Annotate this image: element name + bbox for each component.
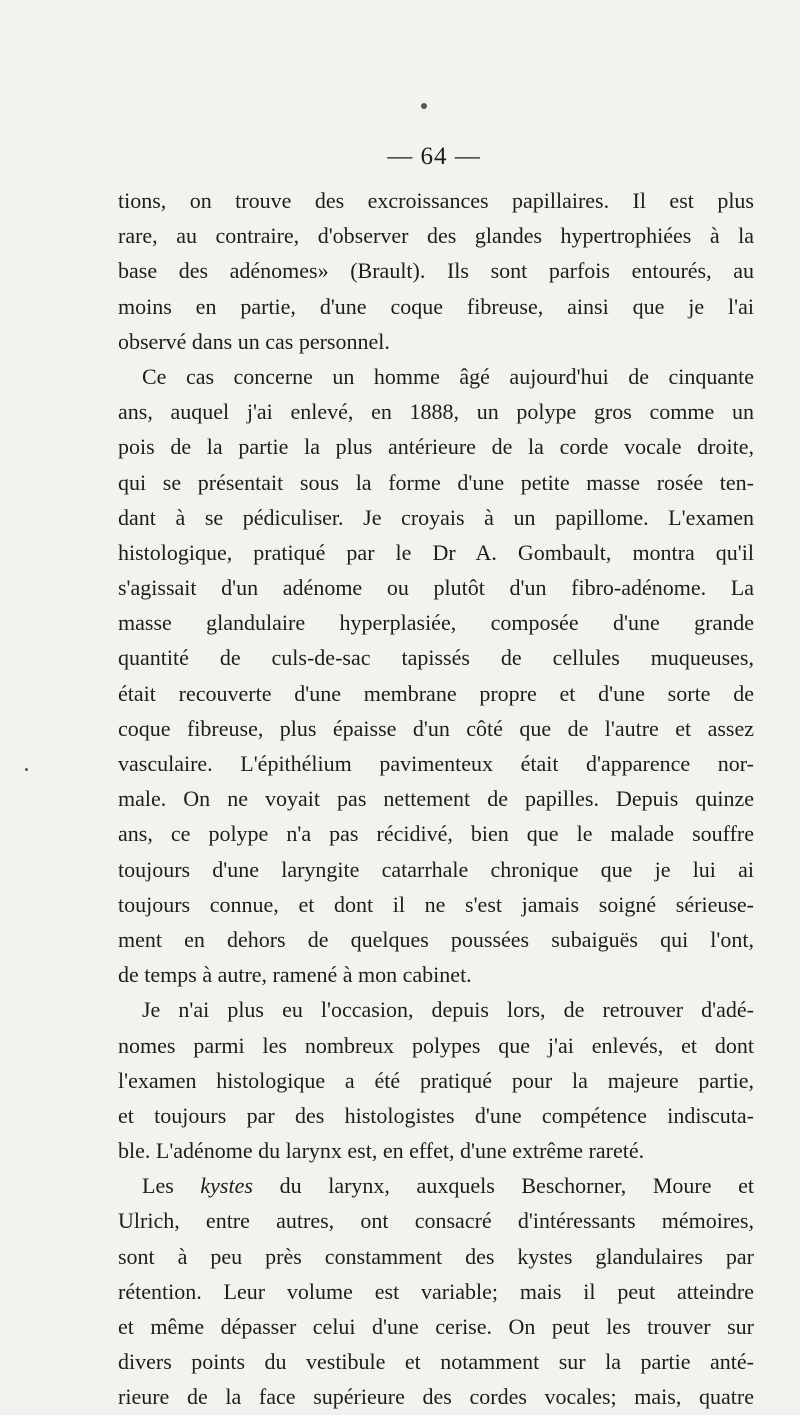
text-line: pois de la partie la plus antérieure de la corde vocale droite, [118,434,754,460]
text-line: ans, auquel j'ai enlevé, en 1888, un polype gros comme un [118,399,754,425]
text-line: et toujours par des histologistes d'une compétence indiscuta- [118,1102,754,1128]
text-line: était recouverte d'une membrane propre et d'une sorte de [118,680,754,706]
italic-term: kystes [200,1173,253,1199]
text-line: coque fibreuse, plus épaisse d'un côté que de l'autre et assez [118,715,754,741]
text-line: rare, au contraire, d'observer des glandes hypertrophiées à la [118,223,754,249]
text-line: male. On ne voyait pas nettement de papilles. Depuis quinze [118,786,754,812]
ink-speck [421,103,427,109]
text-line: dant à se pédiculiser. Je croyais à un papillome. L'examen [118,504,754,530]
body-text [118,183,754,1415]
text-line: nomes parmi les nombreux polypes que j'ai enlevés, et dont [118,1032,754,1058]
paragraph-3 [118,992,754,1168]
text-line: toujours d'une laryngite catarrhale chronique que je lui ai [118,856,754,882]
text-line: masse glandulaire hyperplasiée, composée d'une grande [118,610,754,636]
text-line: sont à peu près constamment des kystes glandulaires par [118,1243,754,1269]
text-line: ment en dehors de quelques poussées subaiguës qui l'ont, [118,926,754,952]
text-line: de temps à autre, ramené à mon cabinet. [118,962,472,988]
text-line: Ce cas concerne un homme âgé aujourd'hui de cinquante [142,363,754,389]
text-fragment: du larynx, auxquels Beschorner, Moure et [252,1173,754,1199]
text-line: Ulrich, entre autres, ont consacré d'intéressants mémoires, [118,1208,754,1234]
paragraph-2 [118,359,754,992]
text-line: l'examen histologique a été pratiqué pour la majeure partie, [118,1067,754,1093]
text-line: ans, ce polype n'a pas récidivé, bien que le malade souffre [118,821,754,847]
text-line: s'agissait d'un adénome ou plutôt d'un fibro-adénome. La [118,575,754,601]
ink-speck [25,768,28,771]
text-line: qui se présentait sous la forme d'une petite masse rosée ten- [118,469,754,495]
text-line: rétention. Leur volume est variable; mais il peut atteindre [118,1278,754,1304]
text-line: base des adénomes» (Brault). Ils sont parfois entourés, au [118,258,754,284]
text-line: tions, on trouve des excroissances papillaires. Il est plus [118,188,754,213]
text-line: divers points du vestibule et notamment sur la partie anté- [118,1349,754,1375]
paragraph-1 [118,183,754,359]
text-line: moins en partie, d'une coque fibreuse, ainsi que je l'ai [118,293,754,319]
paragraph-4 [118,1168,754,1414]
text-line: histologique, pratiqué par le Dr A. Gombault, montra qu'il [118,539,754,565]
text-line: Je n'ai plus eu l'occasion, depuis lors, de retrouver d'adé- [142,997,754,1023]
text-line: ble. L'adénome du larynx est, en effet, d'une extrême rareté. [118,1138,645,1164]
text-line: et même dépasser celui d'une cerise. On peut les trouver sur [118,1314,754,1339]
text-line: quantité de culs-de-sac tapissés de cellules muqueuses, [118,645,754,671]
text-line: toujours connue, et dont il ne s'est jamais soigné sérieuse- [118,891,754,917]
text-line: vasculaire. L'épithélium pavimenteux était d'apparence nor- [118,751,754,776]
text-line: observé dans un cas personnel. [118,328,390,354]
page-number: — 64 — [387,143,481,170]
text-line-with-italic [118,1168,754,1203]
text-line: rieure de la face supérieure des cordes vocales; mais, quatre [118,1384,754,1410]
text-fragment: Les [142,1173,201,1199]
